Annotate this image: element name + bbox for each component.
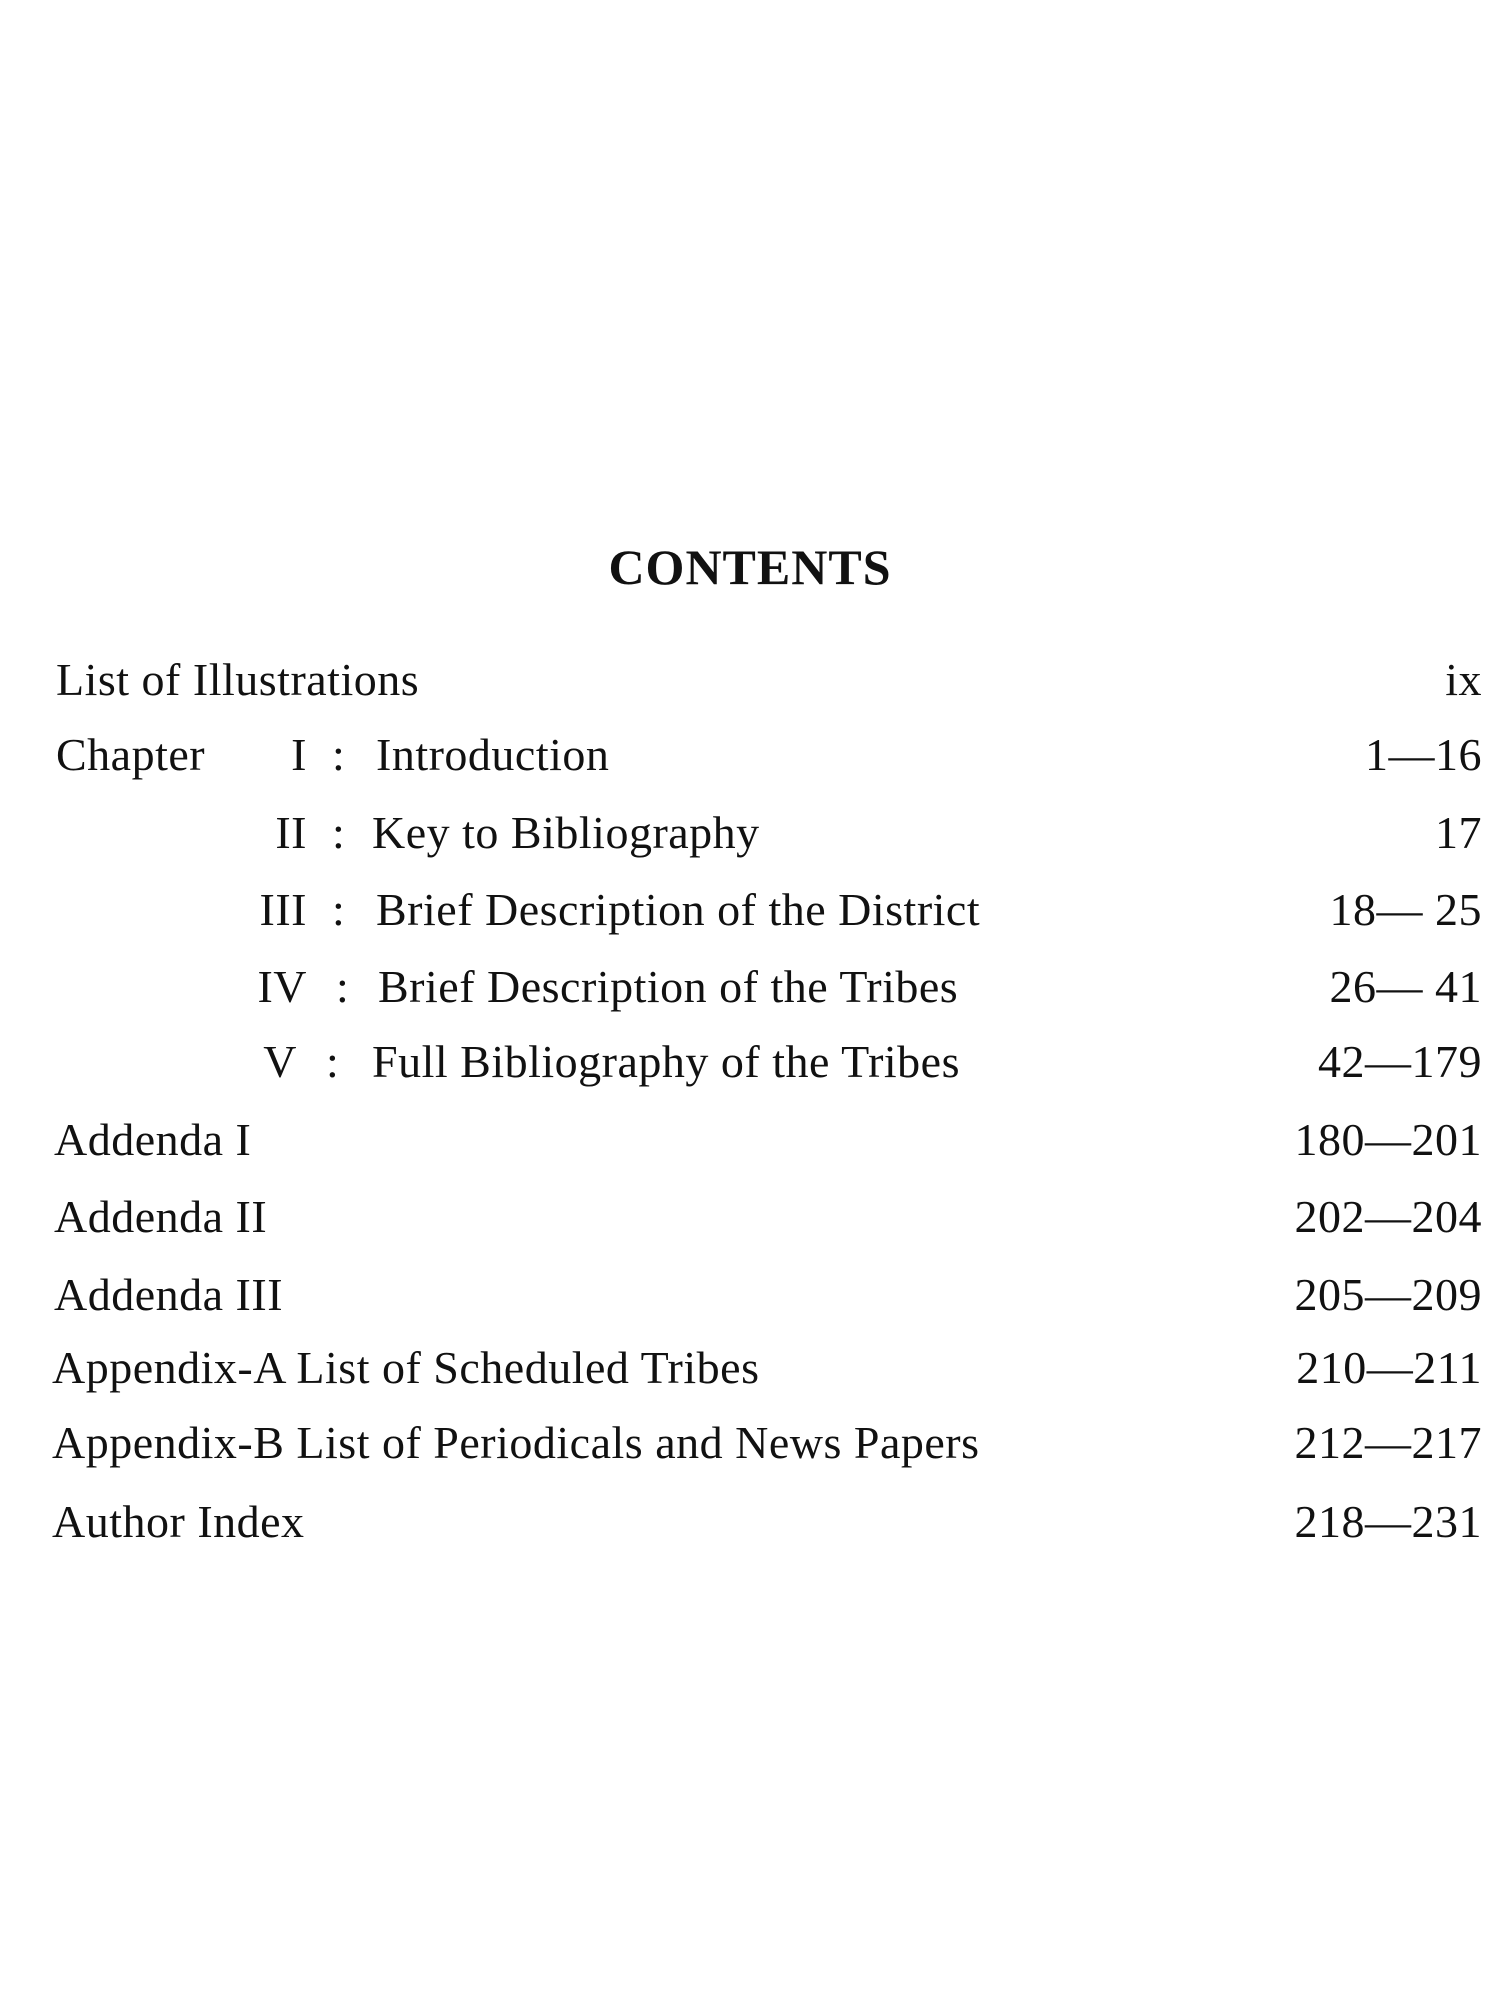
toc-entry-pages: 202—204 [1294, 1191, 1482, 1242]
toc-entry-label: Brief Description of the District [376, 884, 981, 935]
toc-chapter-numeral: I [291, 729, 307, 780]
toc-entry-pages: 17 [1435, 807, 1482, 858]
toc-entry [0, 1265, 1500, 1325]
toc-entry [0, 1413, 1500, 1473]
toc-entry [0, 880, 1500, 940]
page-title: CONTENTS [608, 539, 892, 595]
toc-entry-pages: 212—217 [1294, 1417, 1482, 1468]
toc-entry [0, 725, 1500, 785]
toc-entry [0, 1110, 1500, 1170]
toc-entry [0, 650, 1500, 710]
toc-entry-pages: 180—201 [1294, 1114, 1482, 1165]
toc-separator: : [332, 729, 346, 780]
toc-entry-label: Appendix-B List of Periodicals and News Papers [52, 1417, 980, 1468]
toc-entry-pages: 205—209 [1294, 1269, 1482, 1320]
toc-entry-label: List of Illustrations [56, 654, 420, 705]
toc-chapter-numeral: V [263, 1036, 297, 1087]
toc-entry-label: Addenda III [54, 1269, 284, 1320]
toc-entry-pages: 210—211 [1296, 1342, 1482, 1393]
toc-separator: : [326, 1036, 340, 1087]
toc-separator: : [332, 807, 346, 858]
toc-entry-label: Appendix-A List of Scheduled Tribes [52, 1342, 760, 1393]
toc-entry-label: Key to Bibliography [372, 807, 760, 858]
toc-separator: : [336, 961, 350, 1012]
toc-entry [0, 803, 1500, 863]
toc-entry-label: Brief Description of the Tribes [378, 961, 959, 1012]
toc-entry [0, 1492, 1500, 1552]
toc-chapter-numeral: II [275, 807, 307, 858]
toc-entry [0, 1032, 1500, 1092]
toc-entry-pages: 1—16 [1365, 729, 1482, 780]
toc-entry-pages: 218—231 [1294, 1496, 1482, 1547]
toc-chapter-word: Chapter [56, 729, 206, 780]
toc-entry-pages: ix [1445, 654, 1482, 705]
toc-chapter-numeral: IV [257, 961, 307, 1012]
toc-entry-pages: 42—179 [1318, 1036, 1482, 1087]
toc-entry-label: Author Index [52, 1496, 305, 1547]
toc-entry-label: Addenda II [54, 1191, 268, 1242]
toc-entry-pages: 18— 25 [1329, 884, 1482, 935]
toc-entry [0, 1187, 1500, 1247]
toc-entry [0, 957, 1500, 1017]
toc-entry [0, 1338, 1500, 1398]
toc-entry-pages: 26— 41 [1329, 961, 1482, 1012]
toc-entry-label: Addenda I [54, 1114, 252, 1165]
toc-entry-label: Introduction [376, 729, 610, 780]
toc-entry-label: Full Bibliography of the Tribes [372, 1036, 960, 1087]
toc-separator: : [332, 884, 346, 935]
toc-chapter-numeral: III [259, 884, 307, 935]
